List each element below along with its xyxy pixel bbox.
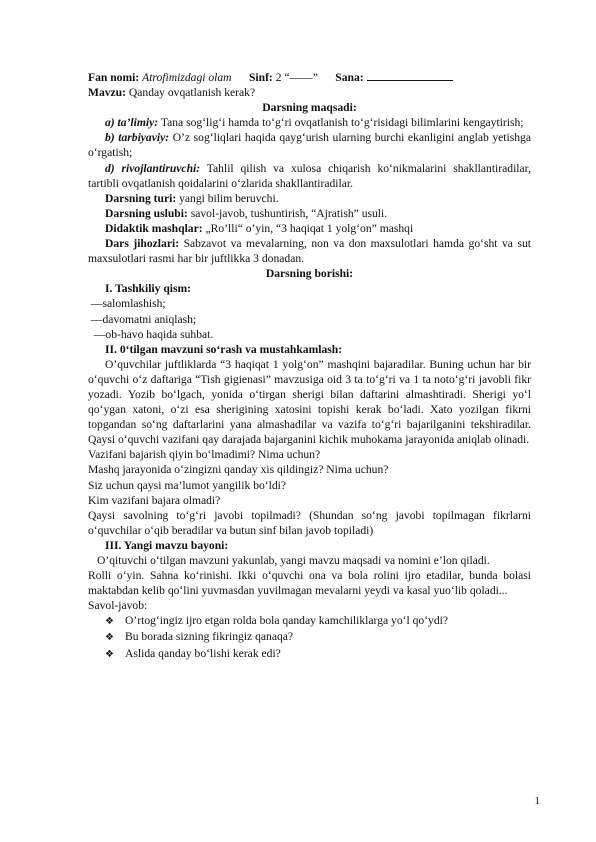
qa-label: Savol-javob:: [88, 599, 148, 613]
goals-heading: Darsning maqsadi:: [262, 101, 357, 115]
topic-value: Qanday ovqatlanish kerak?: [128, 86, 256, 100]
section-1-item: —davomatni aniqlash;: [88, 312, 197, 326]
lesson-equipment: Dars jihozlari: Sabzavot va mevalarning, non va don maxsulotlari hamda go‘sht va sut maxsulotlari rasmi har bir juftlikka 3 donadan.: [88, 237, 531, 266]
diamond-bullet-icon: ❖: [105, 616, 114, 628]
class-value: 2 “——”: [275, 71, 318, 84]
topic-line: [88, 85, 531, 100]
roleplay-text: Rolli o‘yin. Sahna ko‘rinishi. Ikki o‘quvchi ona va bola rolini ijro etadilar, bunda bolasi maktabdan kelib qo‘lini yuvmasdan yuvilmagan mevalarni yeydi va kasal yuo‘lib qoladi...: [88, 569, 531, 598]
date-label: Sana:: [335, 71, 364, 84]
list-item: ❖ Aslida qanday bo‘lishi kerak edi?: [105, 646, 531, 662]
section-1-item: —salomlashish;: [88, 297, 166, 311]
section-1-item: —ob-havo haqida suhbat.: [88, 327, 214, 341]
diamond-bullet-icon: ❖: [105, 648, 114, 660]
list-item: ❖ Bu borada sizning fikringiz qanaqa?: [105, 629, 531, 645]
section-3-text: O’qituvchi o‘tilgan mavzuni yakunlab, yangi mavzu maqsadi va nomini e’lon qiladi.: [97, 554, 490, 567]
class-label: Sinf:: [248, 71, 273, 84]
goal-d: d) rivojlantiruvchi: Tahlil qilish va xulosa chiqarish ko‘nikmalarini shakllantiradilar, tartibli ovqatlanish qoidalarini o‘zlarida shakllantiradilar.: [88, 161, 531, 190]
goal-b: b) tarbiyaviy: O’z sog‘liqlari haqida qayg‘urish ularning burchi ekanligini anglab yetishga o‘rgatish;: [88, 131, 531, 160]
topic-label: Mavzu:: [88, 86, 126, 100]
didactic-exercises: Didaktik mashqlar: „Ro’lli“ o’yin, “3 haqiqat 1 yolg‘on” mashqi: [105, 221, 414, 235]
process-heading: Darsning borishi:: [265, 267, 354, 281]
section-2-title: II. 0‘tilgan mavzuni so‘rash va mustahkamlash:: [105, 342, 343, 356]
list-item: ❖ O’rtog‘ingiz ijro etgan rolda bola qanday kamchiliklarga yo‘l qo‘ydi?: [105, 613, 531, 629]
subject-label: Fan nomi:: [88, 71, 140, 84]
goal-a: a) ta’limiy: Tana sog‘lig‘i hamda to‘g‘ri ovqatlanish to‘g‘risidagi bilimlarini kengaytirish;: [105, 116, 524, 130]
date-blank: [367, 71, 453, 81]
lesson-type: Darsning turi: yangi bilim beruvchi.: [105, 191, 279, 205]
question: Kim vazifani bajara olmadi?: [88, 493, 221, 507]
qa-list: [105, 613, 531, 661]
page-number: 1: [534, 795, 540, 807]
subject-value: Atrofimizdagi olam: [142, 71, 232, 84]
question: Mashq jarayonida o‘zingizni qanday xis qildingiz? Nima uchun?: [88, 463, 389, 477]
section-2-text: O’quvchilar juftliklarda “3 haqiqat 1 yolg‘on” mashqini bajaradilar. Buning uchun har bir o‘quvchi o‘z daftariga “Tish gigienasi” mavzusiga oid 3 ta to‘g‘ri va 1 ta noto‘g‘ri javobli fikr yozadi. Yozib bo‘lgach, yonida o‘tirgan sherigi bilan daftarini almashtiradi. Sherigi yo‘l qo‘ygan xatoni, o‘zi esa sherigining xatosini topishi kerak bo‘ladi. Xato yozilgan fikrni topgandan so‘ng daftarlarini yana almashadilar va vazifa to‘g‘ri bajarilganini tekshiradilar. Qaysi o‘quvchi vazifani qay darajada bajarganini kichik muhokama jarayonida aniqlab olinadi.: [88, 357, 531, 447]
lesson-method: Darsning uslubi: savol-javob, tushuntirish, “Ajratish” usuli.: [105, 206, 388, 220]
diamond-bullet-icon: ❖: [105, 632, 114, 644]
section-1-title: I. Tashkiliy qism:: [105, 282, 192, 296]
question: Qaysi savolning to‘g‘ri javobi topilmadi? (Shundan so‘ng javobi topilmagan fikrlarni o‘quvchilar o‘qib beradilar va butun sinf bilan javob topiladi): [88, 508, 531, 537]
question: Siz uchun qaysi ma’lumot yangilik bo‘ldi?: [88, 478, 287, 492]
lesson-plan: [88, 70, 531, 662]
question: Vazifani bajarish qiyin bo‘lmadimi? Nima uchun?: [88, 448, 321, 462]
header-line: [88, 70, 531, 85]
section-3-title: III. Yangi mavzu bayoni:: [105, 538, 229, 552]
